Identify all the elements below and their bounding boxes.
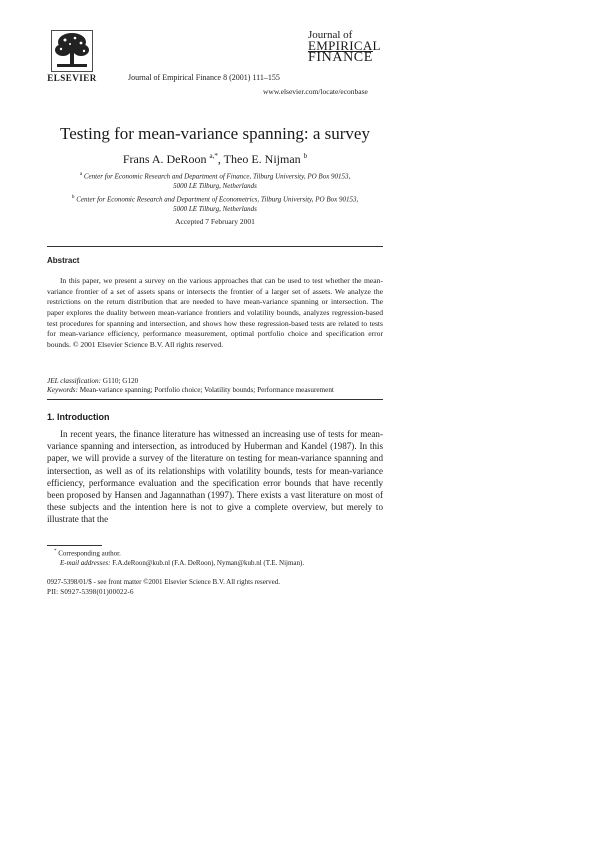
affiliation <box>40 192 390 214</box>
jel-label: JEL classification: <box>47 377 101 385</box>
footnote-mark: * <box>54 549 57 554</box>
elsevier-logo <box>46 30 98 84</box>
divider <box>47 246 383 247</box>
section-heading: 1. Introduction <box>47 412 110 422</box>
publisher-name: ELSEVIER <box>47 73 97 83</box>
affiliation-line: Center for Economic Research and Department of Econometrics, Tilburg University, PO Box 90153, <box>76 195 359 204</box>
author-marks: a,* <box>209 152 218 160</box>
journal-logo <box>308 30 388 64</box>
affiliation-line: 5000 LE Tilburg, Netherlands <box>173 205 257 214</box>
keywords-value: Mean-variance spanning; Portfolio choice; Volatility bounds; Performance measurement <box>79 386 334 394</box>
copyright-line: 0927-5398/01/$ - see front matter ©2001 Elsevier Science B.V. All rights reserved. <box>47 578 281 586</box>
affiliation <box>40 169 390 191</box>
author-name: Theo E. Nijman <box>223 152 301 166</box>
affiliation-line: 5000 LE Tilburg, Netherlands <box>173 182 257 191</box>
abstract-heading: Abstract <box>47 256 80 265</box>
footnote-divider <box>47 545 102 546</box>
journal-reference: Journal of Empirical Finance 8 (2001) 111–155 <box>128 73 280 82</box>
paper-title: Testing for mean-variance spanning: a survey <box>60 124 370 143</box>
introduction-text: In recent years, the finance literature has witnessed an increasing use of tests for mean-variance spanning and intersection, as introduced by Huberman and Kandel (1987). In this paper, we will provide a survey of the literature on testing for mean-variance spanning and intersection, as well as of its relationships with volatility bounds, tests for mean-variance efficiency, performance evaluation and the specification error bounds that have recently been proposed by Hansen and Jagannathan (1997). There exists a vast literature on most of these subjects and the intention here is not to give a complete overview, but merely to illustrate that the <box>47 429 383 525</box>
accepted-date: Accepted 7 February 2001 <box>175 217 255 226</box>
author-name: Frans A. DeRoon <box>122 152 207 166</box>
email-label: E-mail addresses: <box>60 559 111 567</box>
footnote-corresponding <box>54 549 121 557</box>
abstract-text: In this paper, we present a survey on the various approaches that can be used to test whether the mean-variance frontier of a set of assets spans or intersects the frontier of a larger set of assets. We analyze the restrictions on the return distribution that are needed to have mean-variance spanning or intersection. The paper explores the duality between mean-variance frontiers and volatility bounds, analyzes regression-based test procedures for spanning and intersection, and shows how these regression-based tests are related to tests for mean-variance efficiency, performance measurement, optimal portfolio choice and specification error bounds. © 2001 Elsevier Science B.V. All rights reserved. <box>47 276 383 349</box>
author-marks: b <box>303 152 308 160</box>
footnote-text: Corresponding author. <box>58 549 121 558</box>
journal-website-link[interactable]: www.elsevier.com/locate/econbase <box>263 87 368 96</box>
pii-line: PII: S0927-5398(01)00022-6 <box>47 588 134 596</box>
journal-logo-line1: Journal of <box>308 29 353 41</box>
footnote-email <box>60 559 304 567</box>
email-value: F.A.deRoon@kub.nl (F.A. DeRoon), Nyman@kub.nl (T.E. Nijman). <box>112 559 305 567</box>
elsevier-tree-icon <box>51 30 93 72</box>
affiliation-mark: a <box>79 171 83 177</box>
journal-logo-line3: FINANCE <box>308 50 373 65</box>
affiliation-line: Center for Economic Research and Department of Finance, Tilburg University, PO Box 90153, <box>83 172 351 181</box>
affiliation-mark: b <box>71 194 75 200</box>
jel-value: G110; G120 <box>102 377 139 385</box>
author-line <box>0 152 430 167</box>
jel-classification <box>47 377 138 385</box>
journal-logo-line2: EMPIRICAL <box>308 37 381 53</box>
keywords <box>47 386 334 394</box>
divider <box>47 399 383 400</box>
keywords-label: Keywords: <box>47 386 78 394</box>
author-separator: , <box>217 152 224 166</box>
